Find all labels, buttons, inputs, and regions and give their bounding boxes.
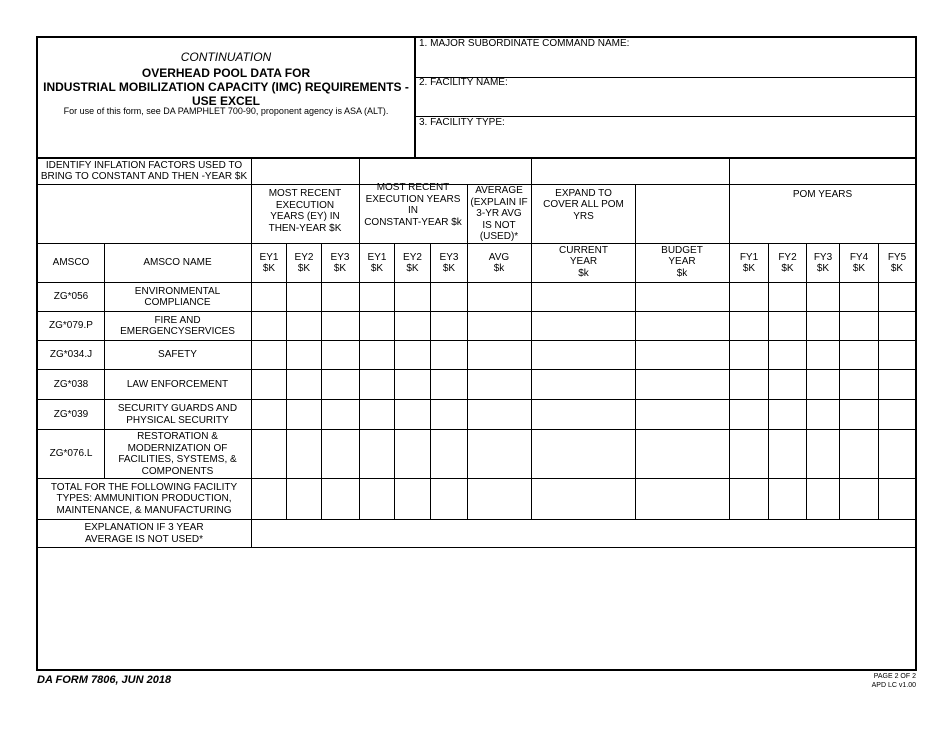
total-cell-ey3-constant[interactable] [431, 479, 467, 519]
col-fy3: FY3 $K [813, 251, 833, 274]
cell-ey1-then[interactable] [252, 283, 286, 311]
total-cell-ey1-constant[interactable] [360, 479, 394, 519]
explanation-input[interactable] [252, 521, 915, 547]
col-ey3-then: EY3 $K [330, 251, 350, 274]
cell-fy1[interactable] [730, 283, 768, 311]
form-instruction: For use of this form, see DA PAMPHLET 700-90, proponent agency is ASA (ALT). [63, 105, 389, 116]
group-average: AVERAGE (EXPLAIN IF 3-YR AVG IS NOT (USED)* [470, 185, 528, 243]
cell-fy4[interactable] [840, 341, 878, 369]
cell-ey3-constant[interactable] [431, 341, 467, 369]
inflation-factor-constant-year[interactable] [360, 158, 530, 184]
total-cell-fy5[interactable] [879, 479, 916, 519]
cell-budget-year[interactable] [636, 312, 729, 340]
group-ey-constant-year: MOST RECENT EXECUTION YEARS IN CONSTANT-YEAR $k [364, 182, 462, 228]
command-name-field[interactable] [416, 52, 915, 76]
grid-line [467, 185, 468, 243]
cell-ey3-then[interactable] [322, 341, 359, 369]
col-ey1-constant: EY1 $K [367, 251, 387, 274]
col-budget-year: BUDGET YEAR $k [661, 244, 703, 279]
cell-fy4[interactable] [840, 400, 878, 429]
cell-avg[interactable] [468, 370, 531, 399]
inflation-factor-then-year[interactable] [252, 158, 358, 184]
col-fy5: FY5 $K [887, 251, 907, 274]
row-amsco-code: ZG*056 [53, 291, 89, 303]
grid-line [359, 185, 360, 243]
cell-fy2[interactable] [769, 283, 806, 311]
cell-ey2-then[interactable] [287, 430, 321, 478]
cell-avg[interactable] [468, 430, 531, 478]
total-cell-budget-year[interactable] [636, 479, 729, 519]
cell-fy5[interactable] [879, 370, 916, 399]
inflation-factor-pom[interactable] [730, 158, 915, 184]
cell-fy1[interactable] [730, 312, 768, 340]
cell-ey2-then[interactable] [287, 400, 321, 429]
cell-ey2-constant[interactable] [395, 400, 430, 429]
inflation-factor-expand[interactable] [532, 158, 728, 184]
col-fy4: FY4 $K [849, 251, 869, 274]
total-cell-ey2-then[interactable] [287, 479, 321, 519]
cell-ey3-constant[interactable] [431, 370, 467, 399]
cell-fy4[interactable] [840, 312, 878, 340]
total-cell-ey3-then[interactable] [322, 479, 359, 519]
cell-fy5[interactable] [879, 400, 916, 429]
cell-fy5[interactable] [879, 341, 916, 369]
cell-fy3[interactable] [807, 283, 839, 311]
facility-name-field[interactable] [416, 91, 915, 115]
cell-ey1-constant[interactable] [360, 283, 394, 311]
cell-fy4[interactable] [840, 430, 878, 478]
continuation-label: CONTINUATION [180, 50, 272, 65]
cell-ey3-constant[interactable] [431, 430, 467, 478]
cell-ey2-constant[interactable] [395, 430, 430, 478]
cell-ey3-constant[interactable] [431, 400, 467, 429]
cell-ey1-constant[interactable] [360, 400, 394, 429]
cell-avg[interactable] [468, 341, 531, 369]
grid-line [729, 185, 730, 243]
total-label: TOTAL FOR THE FOLLOWING FACILITY TYPES: AMMUNITION PRODUCTION, MAINTENANCE, & MANUFACTURING [50, 481, 238, 516]
col-avg: AVG $k [488, 251, 510, 274]
cell-ey3-then[interactable] [322, 312, 359, 340]
cell-fy5[interactable] [879, 430, 916, 478]
col-ey1-then: EY1 $K [259, 251, 279, 274]
col-ey3-constant: EY3 $K [439, 251, 459, 274]
cell-avg[interactable] [468, 283, 531, 311]
cell-budget-year[interactable] [636, 370, 729, 399]
col-fy2: FY2 $K [778, 251, 797, 274]
cell-fy3[interactable] [807, 312, 839, 340]
grid-line [635, 185, 636, 243]
row-amsco-name: SAFETY [158, 349, 197, 361]
row-amsco-name: SECURITY GUARDS AND PHYSICAL SECURITY [117, 403, 238, 426]
row-amsco-name: RESTORATION & MODERNIZATION OF FACILITIES, SYSTEMS, & COMPONENTS [118, 431, 237, 477]
cell-fy5[interactable] [879, 283, 916, 311]
cell-fy2[interactable] [769, 312, 806, 340]
row-amsco-code: ZG*039 [53, 408, 89, 420]
grid-line [37, 547, 916, 548]
cell-fy1[interactable] [730, 370, 768, 399]
total-cell-fy4[interactable] [840, 479, 878, 519]
cell-ey3-constant[interactable] [431, 312, 467, 340]
cell-current-year[interactable] [532, 312, 635, 340]
cell-ey2-then[interactable] [287, 341, 321, 369]
cell-fy1[interactable] [730, 341, 768, 369]
grid-line [531, 185, 532, 243]
cell-ey1-constant[interactable] [360, 312, 394, 340]
cell-ey2-constant[interactable] [395, 312, 430, 340]
cell-current-year[interactable] [532, 370, 635, 399]
col-ey2-then: EY2 $K [294, 251, 314, 274]
cell-fy1[interactable] [730, 400, 768, 429]
grid-line [251, 185, 252, 243]
cell-ey2-then[interactable] [287, 370, 321, 399]
facility-type-label: 3. FACILITY TYPE: [419, 117, 505, 128]
group-expand: EXPAND TO COVER ALL POM YRS [543, 187, 624, 222]
cell-avg[interactable] [468, 312, 531, 340]
cell-budget-year[interactable] [636, 341, 729, 369]
cell-fy3[interactable] [807, 370, 839, 399]
cell-ey3-then[interactable] [322, 370, 359, 399]
explanation-text-area[interactable] [38, 549, 915, 669]
command-name-label: 1. MAJOR SUBORDINATE COMMAND NAME: [419, 38, 630, 49]
total-cell-ey2-constant[interactable] [395, 479, 430, 519]
col-ey2-constant: EY2 $K [403, 251, 422, 274]
total-cell-ey1-then[interactable] [252, 479, 286, 519]
total-cell-current-year[interactable] [532, 479, 635, 519]
form-title-line1: OVERHEAD POOL DATA FOR [141, 65, 311, 80]
cell-ey2-constant[interactable] [395, 283, 430, 311]
cell-budget-year[interactable] [636, 283, 729, 311]
row-amsco-name: LAW ENFORCEMENT [126, 378, 229, 390]
cell-ey3-constant[interactable] [431, 283, 467, 311]
cell-ey1-then[interactable] [252, 312, 286, 340]
total-cell-fy1[interactable] [730, 479, 768, 519]
row-amsco-name: FIRE AND EMERGENCYSERVICES [120, 314, 235, 337]
cell-ey1-then[interactable] [252, 341, 286, 369]
col-amsco-name: AMSCO NAME [143, 257, 212, 269]
group-pom-years: POM YEARS [792, 189, 853, 201]
inflation-factors-label: IDENTIFY INFLATION FACTORS USED TO BRING TO CONSTANT AND THEN -YEAR $K [40, 159, 248, 182]
cell-ey2-then[interactable] [287, 283, 321, 311]
cell-ey3-then[interactable] [322, 400, 359, 429]
cell-avg[interactable] [468, 400, 531, 429]
facility-name-label: 2. FACILITY NAME: [419, 77, 508, 88]
cell-fy5[interactable] [879, 312, 916, 340]
row-amsco-code: ZG*038 [53, 378, 89, 390]
cell-fy3[interactable] [807, 430, 839, 478]
cell-current-year[interactable] [532, 341, 635, 369]
form-title-line2: INDUSTRIAL MOBILIZATION CAPACITY (IMC) REQUIREMENTS - [43, 79, 409, 94]
cell-ey2-then[interactable] [287, 312, 321, 340]
cell-ey2-constant[interactable] [395, 341, 430, 369]
cell-ey1-constant[interactable] [360, 430, 394, 478]
row-amsco-name: ENVIRONMENTAL COMPLIANCE [134, 285, 221, 308]
cell-ey2-constant[interactable] [395, 370, 430, 399]
cell-fy1[interactable] [730, 430, 768, 478]
col-current-year: CURRENT YEAR $k [559, 244, 608, 279]
col-fy1: FY1 $K [739, 251, 759, 274]
cell-fy2[interactable] [769, 370, 806, 399]
cell-fy3[interactable] [807, 400, 839, 429]
cell-fy4[interactable] [840, 283, 878, 311]
cell-current-year[interactable] [532, 400, 635, 429]
col-amsco: AMSCO [52, 257, 90, 269]
row-amsco-code: ZG*034.J [49, 349, 93, 361]
cell-ey1-constant[interactable] [360, 341, 394, 369]
cell-current-year[interactable] [532, 430, 635, 478]
cell-fy2[interactable] [769, 430, 806, 478]
form-id: DA FORM 7806, JUN 2018 [37, 674, 172, 686]
cell-fy3[interactable] [807, 341, 839, 369]
total-cell-avg[interactable] [468, 479, 531, 519]
cell-fy2[interactable] [769, 400, 806, 429]
page-number: PAGE 2 OF 2 [873, 673, 916, 680]
cell-ey1-constant[interactable] [360, 370, 394, 399]
row-amsco-code: ZG*079.P [49, 320, 93, 332]
total-cell-fy2[interactable] [769, 479, 806, 519]
row-amsco-code: ZG*076.L [49, 448, 93, 460]
cell-budget-year[interactable] [636, 430, 729, 478]
explanation-label: EXPLANATION IF 3 YEAR AVERAGE IS NOT USED* [84, 522, 204, 545]
cell-ey1-then[interactable] [252, 430, 286, 478]
cell-budget-year[interactable] [636, 400, 729, 429]
cell-fy2[interactable] [769, 341, 806, 369]
group-ey-then-year: MOST RECENT EXECUTION YEARS (EY) IN THEN-YEAR $K [268, 188, 342, 234]
cell-fy4[interactable] [840, 370, 878, 399]
cell-ey3-then[interactable] [322, 430, 359, 478]
cell-ey1-then[interactable] [252, 400, 286, 429]
form-version: APD LC v1.00 [871, 682, 916, 689]
facility-type-field[interactable] [416, 131, 915, 156]
total-cell-fy3[interactable] [807, 479, 839, 519]
form-title-line3: USE EXCEL [191, 93, 260, 108]
cell-ey3-then[interactable] [322, 283, 359, 311]
cell-current-year[interactable] [532, 283, 635, 311]
cell-ey1-then[interactable] [252, 370, 286, 399]
